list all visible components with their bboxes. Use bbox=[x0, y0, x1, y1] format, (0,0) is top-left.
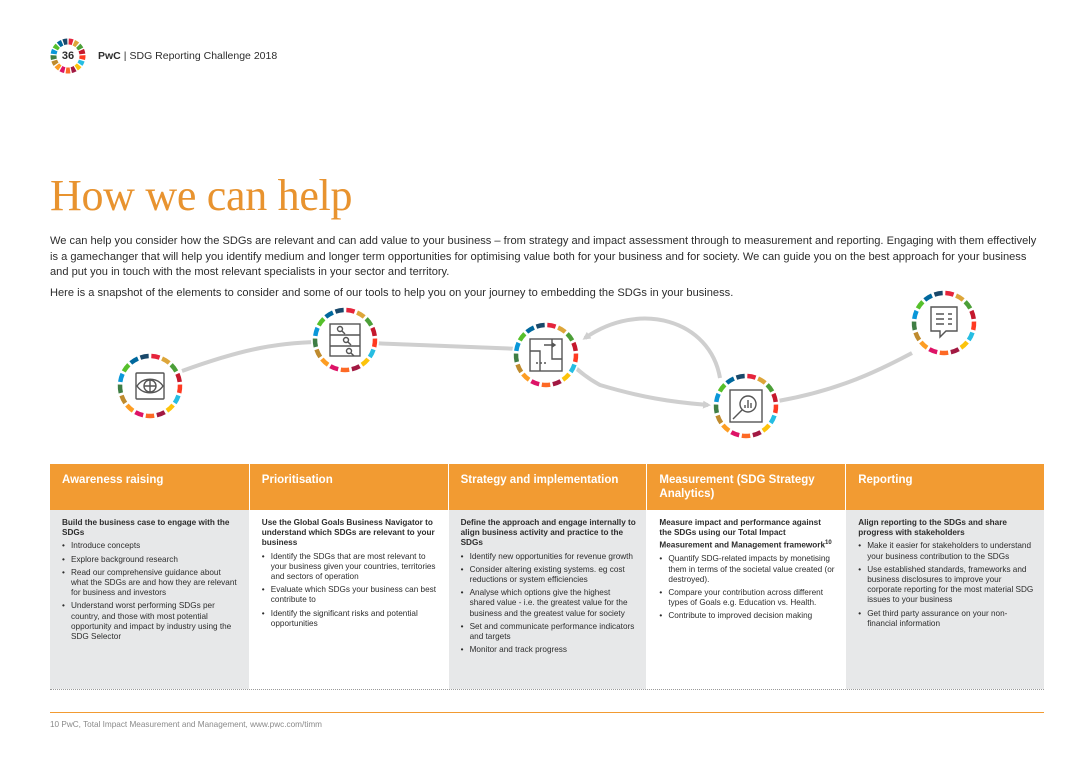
ring-segment bbox=[177, 374, 179, 382]
ring-segment bbox=[315, 328, 317, 336]
ring-segment bbox=[536, 325, 544, 327]
column-heading: Prioritisation bbox=[250, 464, 448, 510]
list-item: • Consider altering existing systems. eg cost reductions or system efficiencies bbox=[461, 565, 637, 585]
ring-segment bbox=[753, 432, 761, 435]
intro-paragraph-1: We can help you consider how the SDGs are relevant and can add value to your business – from strategy and impact assessment through to measurement and reporting. Engaging with them effectively is a gamechanger that will help you identify medium and longer term opportunities for optimising value both for your business and for society. We can guide you on the best approach for your business and put you in touch with the most relevant specialists in your sector and territory. bbox=[50, 235, 1037, 278]
list-item: • Get third party assurance on your non-financial information bbox=[858, 609, 1034, 629]
page-header bbox=[50, 38, 277, 74]
ring-segment bbox=[934, 293, 942, 295]
ring-segment bbox=[352, 366, 360, 369]
column-measurement bbox=[646, 464, 845, 689]
ring-segment bbox=[775, 405, 776, 413]
bullet-list bbox=[659, 554, 835, 621]
stage-awareness-circle bbox=[116, 352, 184, 420]
ring-segment bbox=[179, 385, 180, 393]
list-item: • Explore background research bbox=[62, 555, 239, 565]
ring-segment bbox=[929, 349, 937, 352]
ring-segment bbox=[547, 325, 555, 327]
ring-segment bbox=[140, 356, 148, 358]
ring-segment bbox=[945, 293, 953, 295]
ring-segment bbox=[135, 412, 143, 415]
column-lead: Define the approach and engage internally to align business activity and practice to the SDGs bbox=[460, 518, 636, 548]
page-title: How we can help bbox=[50, 171, 353, 220]
column-body bbox=[50, 510, 249, 689]
list-item: • Contribute to improved decision making bbox=[659, 611, 835, 621]
list-item: • Identify new opportunities for revenue growth bbox=[461, 552, 637, 562]
column-body bbox=[449, 510, 647, 689]
list-item: • Quantify SDG-related impacts by monetising them in terms of the societal value created (or destroyed). bbox=[659, 554, 835, 585]
ring-segment bbox=[716, 405, 717, 413]
ring-segment bbox=[973, 322, 974, 330]
ring-segment bbox=[747, 376, 755, 378]
ring-segment bbox=[914, 311, 916, 319]
list-item: • Use established standards, frameworks and business disclosures to improve your corporate reporting for the most material SDG issues to your business bbox=[858, 565, 1034, 606]
column-lead-text: Measure impact and performance against the SDGs using our Total Impact Measurement and Management framework bbox=[659, 518, 826, 551]
ring-segment bbox=[346, 310, 354, 312]
column-heading: Measurement (SDG Strategy Analytics) bbox=[647, 464, 845, 510]
stage-prioritisation-circle bbox=[311, 306, 379, 374]
column-lead: Use the Global Goals Business Navigator to understand which SDGs are relevant to your business bbox=[261, 518, 435, 548]
ring-segment bbox=[553, 381, 561, 384]
ring-segment bbox=[335, 310, 343, 312]
column-prioritisation bbox=[249, 464, 448, 689]
ring-segment bbox=[315, 339, 316, 347]
ring-segment bbox=[914, 322, 915, 330]
column-heading: Strategy and implementation bbox=[449, 464, 647, 510]
bullet-list bbox=[461, 552, 637, 656]
stage-measurement-circle bbox=[712, 372, 780, 440]
column-heading: Awareness raising bbox=[50, 464, 249, 510]
column-lead: Build the business case to engage with the SDGs bbox=[62, 518, 230, 538]
stage-reporting-circle bbox=[910, 289, 978, 357]
list-item: • Set and communicate performance indicators and targets bbox=[461, 622, 637, 642]
journey-path bbox=[182, 342, 708, 405]
ring-segment bbox=[951, 349, 959, 352]
bullet-list bbox=[62, 541, 239, 642]
list-item: • Read our comprehensive guidance about what the SDGs are and how they are relevant for business and investors bbox=[62, 568, 239, 599]
ring-segment bbox=[151, 356, 159, 358]
column-reporting bbox=[845, 464, 1044, 689]
column-body bbox=[846, 510, 1044, 689]
list-item: • Make it easier for stakeholders to understand your business contribution to the SDGs bbox=[858, 541, 1034, 561]
page-number: 36 bbox=[61, 50, 75, 62]
list-item: • Compare your contribution across different types of Goals e.g. Education vs. Health. bbox=[659, 588, 835, 608]
report-brand bbox=[98, 50, 277, 62]
page-number-badge bbox=[50, 38, 86, 74]
column-awareness bbox=[50, 464, 249, 689]
report-title: SDG Reporting Challenge 2018 bbox=[129, 50, 278, 62]
ring-segment bbox=[573, 343, 575, 351]
bullet-list bbox=[262, 552, 438, 629]
journey-return-arrow bbox=[585, 319, 720, 378]
journey-path-end bbox=[778, 353, 912, 401]
list-item: • Introduce concepts bbox=[62, 541, 239, 551]
list-item: • Analyse which options give the highest shared value - i.e. the greatest value for the business and the greatest value for society bbox=[461, 588, 637, 619]
footer-rule bbox=[50, 712, 1044, 713]
list-item: • Understand worst performing SDGs per country, and those with most potential opportunity and impact by industry using the SDG Selector bbox=[62, 601, 239, 642]
ring-segment bbox=[971, 311, 973, 319]
bullet-list bbox=[858, 541, 1034, 629]
list-item: • Identify the significant risks and potential opportunities bbox=[262, 609, 438, 629]
ring-segment bbox=[736, 376, 744, 378]
brand-separator: | bbox=[123, 50, 127, 62]
footnote-ref: 10 bbox=[825, 540, 832, 547]
ring-segment bbox=[120, 385, 121, 393]
ring-segment bbox=[372, 328, 374, 336]
column-heading: Reporting bbox=[846, 464, 1044, 510]
footnote: 10 PwC, Total Impact Measurement and Management, www.pwc.com/timm bbox=[50, 720, 322, 729]
column-body bbox=[250, 510, 448, 689]
list-item: • Monitor and track progress bbox=[461, 645, 637, 655]
ring-segment bbox=[374, 339, 375, 347]
list-item: • Identify the SDGs that are most relevant to your business given your countries, territories and sectors of operation bbox=[262, 552, 438, 583]
ring-segment bbox=[575, 354, 576, 362]
ring-segment bbox=[516, 354, 517, 362]
services-table bbox=[50, 464, 1044, 690]
ring-segment bbox=[773, 394, 775, 402]
ring-segment bbox=[120, 374, 122, 382]
sdg-journey-diagram bbox=[0, 280, 1080, 460]
column-body bbox=[647, 510, 845, 689]
intro-paragraph-2: Here is a snapshot of the elements to consider and some of our tools to help you on your journey to embedding the SDGs in your business. bbox=[50, 286, 734, 299]
ring-segment bbox=[531, 381, 539, 384]
column-lead: Align reporting to the SDGs and share progress with stakeholders bbox=[858, 518, 1007, 538]
ring-segment bbox=[516, 343, 518, 351]
column-strategy bbox=[448, 464, 647, 689]
column-lead bbox=[659, 518, 835, 551]
stage-strategy-circle bbox=[512, 321, 580, 389]
ring-segment bbox=[731, 432, 739, 435]
ring-segment bbox=[330, 366, 338, 369]
brand-name: PwC bbox=[98, 50, 121, 62]
list-item: • Evaluate which SDGs your business can best contribute to bbox=[262, 585, 438, 605]
ring-segment bbox=[157, 412, 165, 415]
ring-segment bbox=[716, 394, 718, 402]
